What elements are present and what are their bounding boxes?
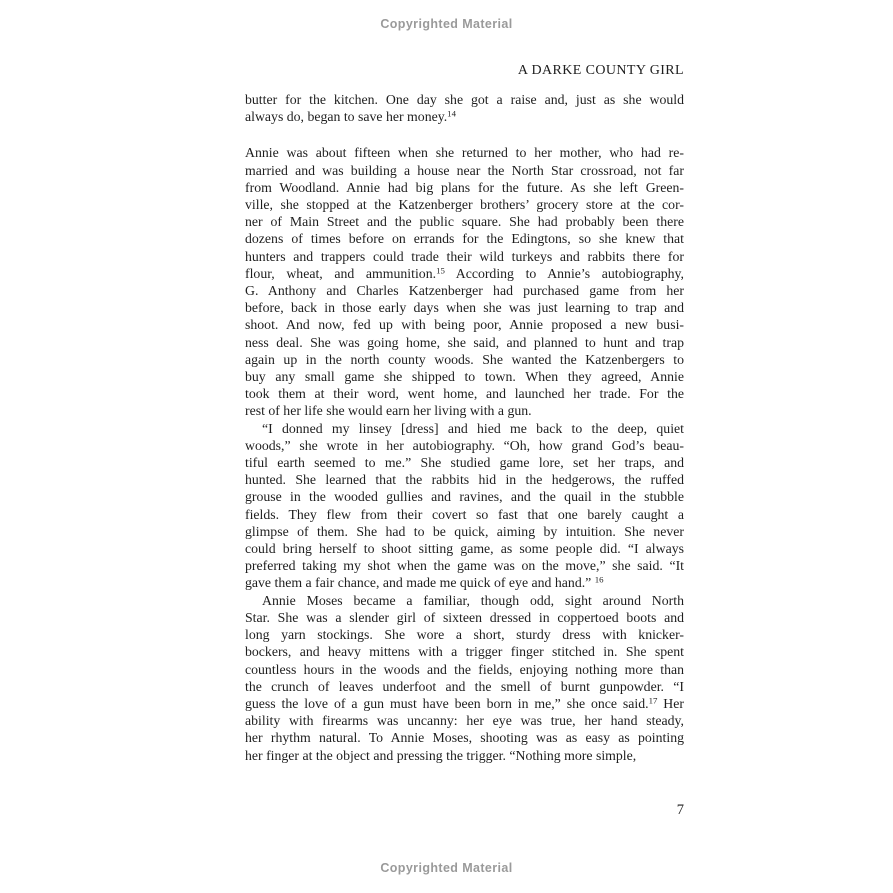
text-line: ability with firearms was uncanny: her eye was true, her hand steady,: [245, 713, 684, 729]
text-line: her finger at the object and pressing the trigger. “Nothing more simple,: [245, 747, 637, 763]
running-header: A DARKE COUNTY GIRL: [517, 63, 684, 78]
text-line: shoot. And now, fed up with being poor, Annie proposed a new busi-: [245, 317, 684, 333]
footnote-ref: 14: [447, 108, 456, 119]
text-line: gave them a fair chance, and made me quick of eye and hand.” $^{16}$: [245, 574, 604, 591]
text-line: fields. They flew from their covert so fast that one barely caught a: [245, 506, 684, 522]
text-line: ville, she stopped at the Katzenberger brothers’ grocery store at the cor-: [245, 197, 684, 213]
text-line: could bring herself to shoot sitting game, as some people did. “I always: [245, 541, 684, 557]
text-line: ness deal. She was going home, she said, and planned to hunt and trap: [245, 334, 684, 350]
text-line: Annie was about fifteen when she returned to her mother, who had re-: [245, 145, 684, 161]
page-text-block: [245, 91, 684, 764]
copyright-watermark-bottom: Copyrighted Material: [380, 861, 513, 875]
text-line: her rhythm natural. To Annie Moses, shooting was as easy as pointing: [245, 730, 684, 746]
text-line: butter for the kitchen. One day she got a raise and, just as she would: [245, 92, 684, 107]
text-line: hunted. She learned that the rabbits hid in the hedgerows, the ruffed: [245, 472, 684, 488]
paragraph: [245, 420, 684, 592]
text-line: from Woodland. Annie had big plans for the future. As she left Green-: [245, 179, 684, 195]
text-line: dozens of times before on errands for the Edingtons, so she knew that: [245, 231, 684, 247]
text-line: buy any small game she shipped to town. When they agreed, Annie: [245, 369, 684, 385]
paragraph: [245, 144, 684, 419]
text-line: countless hours in the woods and the fields, enjoying nothing more than: [245, 661, 684, 677]
text-line: always do, began to save her money.$^{14}$: [245, 108, 456, 125]
text-line: tiful earth seemed to me.” She studied game lore, set her traps, and: [245, 455, 684, 471]
text-line: flour, wheat, and ammunition.$^{15}$ According to Annie’s autobiography,: [245, 265, 684, 281]
copyright-watermark-top: Copyrighted Material: [380, 17, 513, 31]
text-line: again up in the north county woods. She wanted the Katzenbergers to: [245, 351, 684, 367]
text-line: hunters and trappers could trade their wild turkeys and rabbits there for: [245, 248, 684, 264]
text-line: ner of Main Street and the public square. She had probably been there: [245, 214, 684, 230]
paragraph: [245, 592, 684, 764]
text-line: Annie Moses became a familiar, though odd, sight around North: [262, 592, 684, 608]
text-line: long yarn stockings. She wore a short, sturdy dress with knicker-: [245, 627, 684, 643]
text-line: married and was building a house near the North Star crossroad, not far: [245, 162, 684, 178]
text-line: preferred taking my shot when the game was on the move,” she said. “It: [245, 558, 684, 574]
text-line: bockers, and heavy mittens with a trigger finger stitched in. She spent: [245, 644, 684, 660]
text-line: Star. She was a slender girl of sixteen dressed in coppertoed boots and: [245, 609, 684, 625]
text-line: rest of her life she would earn her living with a gun.: [245, 403, 532, 419]
page-number: 7: [676, 802, 684, 818]
footnote-ref: 15: [436, 265, 445, 276]
text-line: G. Anthony and Charles Katzenberger had purchased game from her: [245, 283, 684, 299]
paragraph: [245, 91, 684, 125]
text-line: glimpse of them. She had to be quick, aiming by intuition. She never: [245, 523, 684, 539]
text-line: took them at their word, went home, and launched her trade. For the: [245, 386, 684, 402]
text-line: before, back in those early days when she was just learning to trap and: [245, 300, 684, 316]
text-line: the crunch of leaves underfoot and the smell of burnt gunpowder. “I: [245, 678, 684, 694]
footnote-ref: 16: [594, 574, 604, 585]
text-line: guess the love of a gun must have been born in me,” she once said.$^{17}$ Her: [245, 695, 684, 711]
text-line: “I donned my linsey [dress] and hied me back to the deep, quiet: [262, 420, 684, 436]
text-line: woods,” she wrote in her autobiography. “Oh, how grand God’s beau-: [245, 437, 684, 453]
footnote-ref: 17: [648, 695, 658, 706]
text-line: grouse in the wooded gullies and ravines, and the quail in the stubble: [245, 489, 684, 505]
